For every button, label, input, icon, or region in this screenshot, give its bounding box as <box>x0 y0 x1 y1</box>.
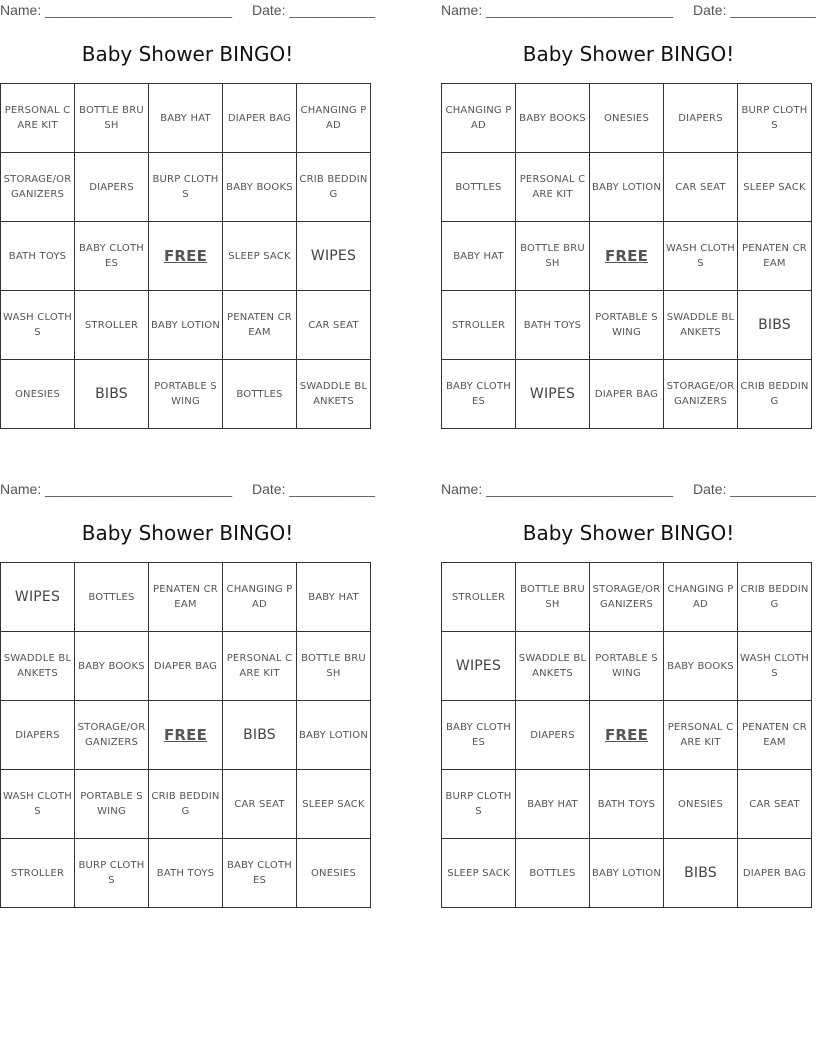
bingo-cell: STORAGE/ORGANIZERS <box>1 153 75 222</box>
bingo-card-2 <box>441 0 816 407</box>
bingo-grid <box>441 562 812 908</box>
free-space-cell: FREE <box>590 222 664 291</box>
bingo-cell: BOTTLE BRUSH <box>516 563 590 632</box>
bingo-cell: CRIB BEDDING <box>297 153 371 222</box>
bingo-cell: BOTTLE BRUSH <box>75 84 149 153</box>
card-header <box>0 479 375 503</box>
card-title: Baby Shower BINGO! <box>81 42 294 66</box>
bingo-cell: STROLLER <box>442 563 516 632</box>
bingo-row <box>1 153 371 222</box>
bingo-cell: SLEEP SACK <box>442 839 516 908</box>
bingo-card-4 <box>441 479 816 881</box>
bingo-cell: CRIB BEDDING <box>738 563 812 632</box>
bingo-grid <box>0 562 371 908</box>
bingo-cell: BIBS <box>223 701 297 770</box>
bingo-cell: CHANGING PAD <box>223 563 297 632</box>
bingo-cell: SLEEP SACK <box>223 222 297 291</box>
bingo-cell: STROLLER <box>442 291 516 360</box>
bingo-cell: PENATEN CREAM <box>223 291 297 360</box>
bingo-cell: BOTTLES <box>442 153 516 222</box>
bingo-cell: WIPES <box>516 360 590 429</box>
bingo-cell: PERSONAL CARE KIT <box>1 84 75 153</box>
bingo-cell: CHANGING PAD <box>664 563 738 632</box>
bingo-cell: BABY BOOKS <box>75 632 149 701</box>
bingo-cell: SLEEP SACK <box>297 770 371 839</box>
bingo-cell: BURP CLOTHS <box>738 84 812 153</box>
name-field-label: Name: ________________________ <box>441 481 673 497</box>
bingo-cell: BABY HAT <box>442 222 516 291</box>
bingo-cell: PORTABLE SWING <box>75 770 149 839</box>
free-space-cell: FREE <box>590 701 664 770</box>
bingo-row <box>1 770 371 839</box>
bingo-cell: PORTABLE SWING <box>149 360 223 429</box>
bingo-cell: WASH CLOTHS <box>1 291 75 360</box>
bingo-cell: CRIB BEDDING <box>738 360 812 429</box>
bingo-cell: WASH CLOTHS <box>1 770 75 839</box>
free-space-cell: FREE <box>149 222 223 291</box>
bingo-row <box>1 360 371 429</box>
bingo-row <box>442 360 812 429</box>
bingo-cell: STROLLER <box>1 839 75 908</box>
bingo-row <box>1 701 371 770</box>
bingo-cell: WIPES <box>1 563 75 632</box>
bingo-cell: BABY HAT <box>297 563 371 632</box>
bingo-cell: SLEEP SACK <box>738 153 812 222</box>
bingo-cell: BIBS <box>75 360 149 429</box>
card-header <box>441 0 816 24</box>
bingo-cell: BABY LOTION <box>297 701 371 770</box>
date-field-label: Date: ___________ <box>693 2 816 18</box>
bingo-row <box>442 632 812 701</box>
bingo-row <box>442 701 812 770</box>
bingo-cell: CAR SEAT <box>738 770 812 839</box>
bingo-cell: BABY BOOKS <box>223 153 297 222</box>
bingo-cell: BATH TOYS <box>516 291 590 360</box>
bingo-row <box>1 563 371 632</box>
bingo-cell: BOTTLE BRUSH <box>516 222 590 291</box>
bingo-row <box>1 84 371 153</box>
bingo-cell: BABY LOTION <box>590 839 664 908</box>
bingo-row <box>1 839 371 908</box>
bingo-cell: DIAPER BAG <box>738 839 812 908</box>
bingo-row <box>1 632 371 701</box>
bingo-cell: PENATEN CREAM <box>738 701 812 770</box>
bingo-cell: SWADDLE BLANKETS <box>297 360 371 429</box>
bingo-cell: BOTTLE BRUSH <box>297 632 371 701</box>
bingo-cell: CHANGING PAD <box>297 84 371 153</box>
bingo-cell: WASH CLOTHS <box>738 632 812 701</box>
bingo-cell: BATH TOYS <box>1 222 75 291</box>
bingo-cell: SWADDLE BLANKETS <box>664 291 738 360</box>
name-field-label: Name: ________________________ <box>441 2 673 18</box>
free-space-cell: FREE <box>149 701 223 770</box>
bingo-cell: BOTTLES <box>223 360 297 429</box>
bingo-cell: BURP CLOTHS <box>149 153 223 222</box>
bingo-card-3 <box>0 479 375 886</box>
bingo-cell: BOTTLES <box>516 839 590 908</box>
bingo-cell: BABY CLOTHES <box>223 839 297 908</box>
bingo-cell: WIPES <box>442 632 516 701</box>
bingo-cell: DIAPERS <box>75 153 149 222</box>
bingo-cell: PENATEN CREAM <box>149 563 223 632</box>
bingo-cell: BIBS <box>664 839 738 908</box>
card-title: Baby Shower BINGO! <box>522 521 735 545</box>
bingo-cell: PORTABLE SWING <box>590 632 664 701</box>
bingo-cell: BABY HAT <box>149 84 223 153</box>
bingo-cell: CAR SEAT <box>297 291 371 360</box>
bingo-cell: STORAGE/ORGANIZERS <box>75 701 149 770</box>
date-field-label: Date: ___________ <box>252 481 375 497</box>
bingo-cell: BATH TOYS <box>590 770 664 839</box>
bingo-row <box>442 153 812 222</box>
bingo-cell: BABY CLOTHES <box>75 222 149 291</box>
bingo-cell: WIPES <box>297 222 371 291</box>
date-field-label: Date: ___________ <box>252 2 375 18</box>
bingo-cell: DIAPER BAG <box>223 84 297 153</box>
bingo-row <box>442 222 812 291</box>
bingo-cell: PENATEN CREAM <box>738 222 812 291</box>
name-field-label: Name: ________________________ <box>0 2 232 18</box>
bingo-cell: PERSONAL CARE KIT <box>664 701 738 770</box>
bingo-row <box>442 84 812 153</box>
bingo-cell: WASH CLOTHS <box>664 222 738 291</box>
bingo-row <box>442 563 812 632</box>
name-field-label: Name: ________________________ <box>0 481 232 497</box>
bingo-cell: CRIB BEDDING <box>149 770 223 839</box>
bingo-cell: BIBS <box>738 291 812 360</box>
card-title: Baby Shower BINGO! <box>81 521 294 545</box>
card-header <box>0 0 375 24</box>
bingo-cell: SWADDLE BLANKETS <box>516 632 590 701</box>
bingo-cell: CHANGING PAD <box>442 84 516 153</box>
bingo-row <box>442 839 812 908</box>
bingo-row <box>1 222 371 291</box>
bingo-cell: ONESIES <box>590 84 664 153</box>
bingo-cell: BURP CLOTHS <box>442 770 516 839</box>
bingo-cell: PERSONAL CARE KIT <box>223 632 297 701</box>
bingo-cell: ONESIES <box>297 839 371 908</box>
bingo-cell: BABY CLOTHES <box>442 701 516 770</box>
bingo-cell: ONESIES <box>1 360 75 429</box>
card-header <box>441 479 816 503</box>
bingo-cell: CAR SEAT <box>664 153 738 222</box>
bingo-cell: DIAPER BAG <box>590 360 664 429</box>
bingo-cell: PERSONAL CARE KIT <box>516 153 590 222</box>
bingo-cell: BABY BOOKS <box>516 84 590 153</box>
card-title: Baby Shower BINGO! <box>522 42 735 66</box>
bingo-cell: ONESIES <box>664 770 738 839</box>
bingo-cell: STROLLER <box>75 291 149 360</box>
bingo-row <box>1 291 371 360</box>
bingo-cell: PORTABLE SWING <box>590 291 664 360</box>
bingo-cell: SWADDLE BLANKETS <box>1 632 75 701</box>
bingo-card-1 <box>0 0 375 407</box>
bingo-grid <box>441 83 812 429</box>
bingo-cell: STORAGE/ORGANIZERS <box>590 563 664 632</box>
date-field-label: Date: ___________ <box>693 481 816 497</box>
bingo-cell: BABY CLOTHES <box>442 360 516 429</box>
bingo-cell: BABY LOTION <box>149 291 223 360</box>
bingo-row <box>442 291 812 360</box>
bingo-grid <box>0 83 371 429</box>
bingo-cell: BOTTLES <box>75 563 149 632</box>
bingo-cell: STORAGE/ORGANIZERS <box>664 360 738 429</box>
bingo-cell: DIAPERS <box>516 701 590 770</box>
bingo-cell: BURP CLOTHS <box>75 839 149 908</box>
bingo-cell: BABY HAT <box>516 770 590 839</box>
bingo-cell: BABY LOTION <box>590 153 664 222</box>
bingo-cell: DIAPERS <box>664 84 738 153</box>
bingo-row <box>442 770 812 839</box>
bingo-cell: DIAPER BAG <box>149 632 223 701</box>
bingo-cell: CAR SEAT <box>223 770 297 839</box>
bingo-cell: BATH TOYS <box>149 839 223 908</box>
bingo-cell: DIAPERS <box>1 701 75 770</box>
bingo-cell: BABY BOOKS <box>664 632 738 701</box>
